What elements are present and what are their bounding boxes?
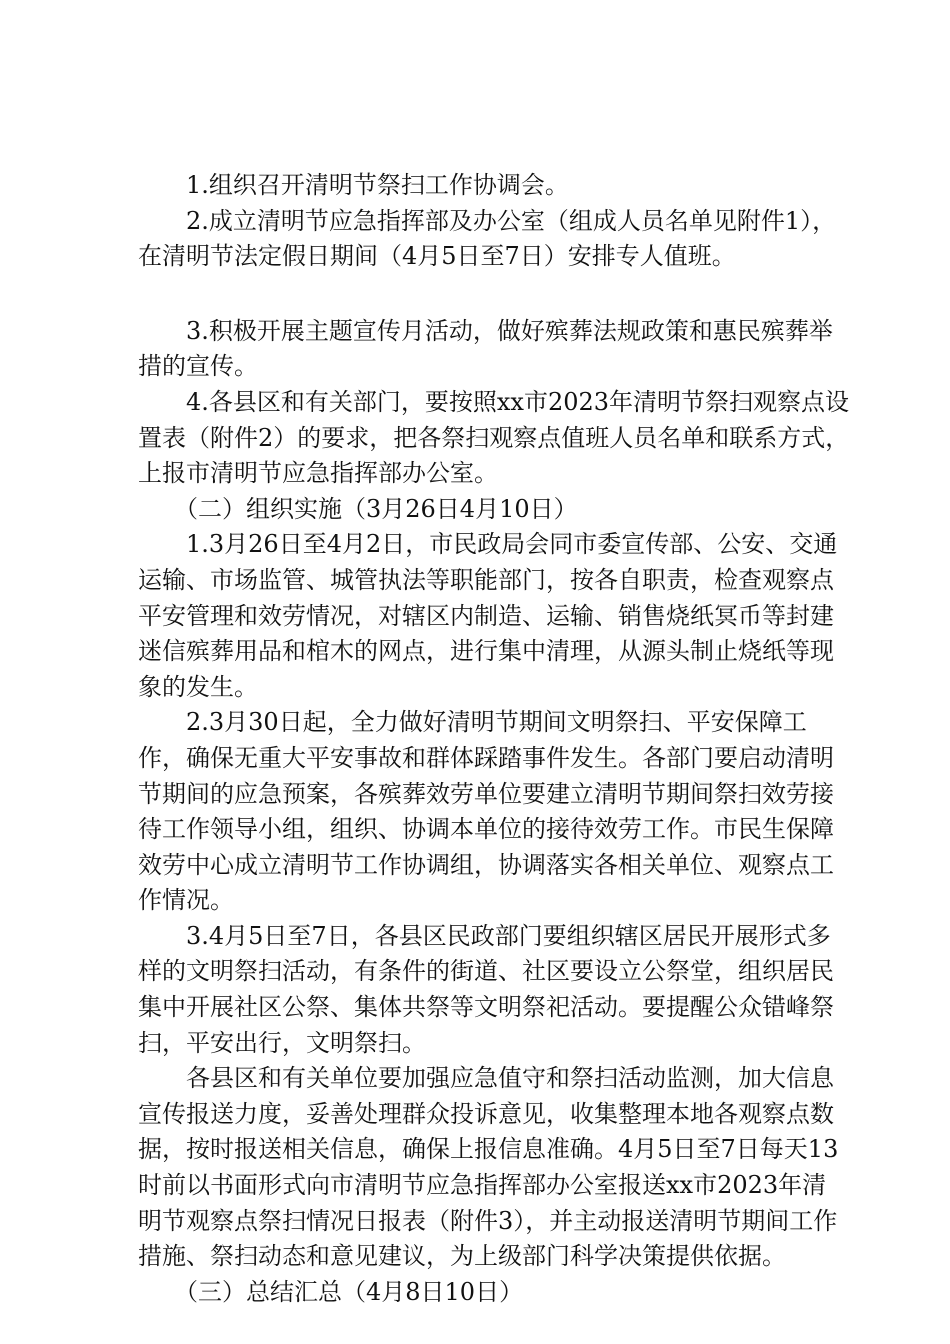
- paragraph-item-2: 2.成立清明节应急指挥部及办公室（组成人员名单见附件1），在清明节法定假日期间（4月5日至7日）安排专人值班。: [138, 206, 837, 271]
- paragraph-item-1: 1.组织召开清明节祭扫工作协调会。: [186, 171, 569, 199]
- paragraph-implementation-1: 1.3月26日至4月2日，市民政局会同市委宣传部、公安、交通运输、市场监管、城管执法等职能部门，按各自职责，检查观察点平安管理和效劳情况，对辖区内制造、运输、销售烧纸冥币等封建迷信殡葬用品和棺木的网点，进行集中清理，从源头制止烧纸等现象的发生。: [138, 530, 838, 701]
- section-heading-summary: （三）总结汇总（4月8日10日）: [174, 1277, 524, 1306]
- paragraph-implementation-3: 3.4月5日至7日，各县区民政部门要组织辖区居民开展形式多样的文明祭扫活动，有条件的街道、社区要设立公祭堂，组织居民集中开展社区公祭、集体共祭等文明祭祀活动。要提醒公众错峰祭扫，平安出行，文明祭扫。: [138, 921, 834, 1057]
- paragraph-reporting: 各县区和有关单位要加强应急值守和祭扫活动监测，加大信息宣传报送力度，妥善处理群众投诉意见，收集整理本地各观察点数据，按时报送相关信息，确保上报信息准确。4月5日至7日每天13时前以书面形式向市清明节应急指挥部办公室报送xx市2023年清明节观察点祭扫情况日报表（附件3），并主动报送清明节期间工作措施、祭扫动态和意见建议，为上级部门科学决策提供依据。: [138, 1064, 839, 1271]
- paragraph-gap: [138, 275, 850, 314]
- paragraph-item-3: 3.积极开展主题宣传月活动，做好殡葬法规政策和惠民殡葬举措的宣传。: [138, 316, 833, 381]
- paragraph-item-4: 4.各县区和有关部门，要按照xx市2023年清明节祭扫观察点设置表（附件2）的要求，把各祭扫观察点值班人员名单和联系方式，上报市清明节应急指挥部办公室。: [138, 387, 850, 488]
- section-heading-implementation: （二）组织实施（3月26日4月10日）: [174, 494, 578, 523]
- paragraph-implementation-2: 2.3月30日起，全力做好清明节期间文明祭扫、平安保障工作，确保无重大平安事故和群体踩踏事件发生。各部门要启动清明节期间的应急预案，各殡葬效劳单位要建立清明节期间祭扫效劳接待工作领导小组，组织、协调本单位的接待效劳工作。市民生保障效劳中心成立清明节工作协调组，协调落实各相关单位、观察点工作情况。: [138, 708, 834, 915]
- document-body: [138, 168, 850, 1310]
